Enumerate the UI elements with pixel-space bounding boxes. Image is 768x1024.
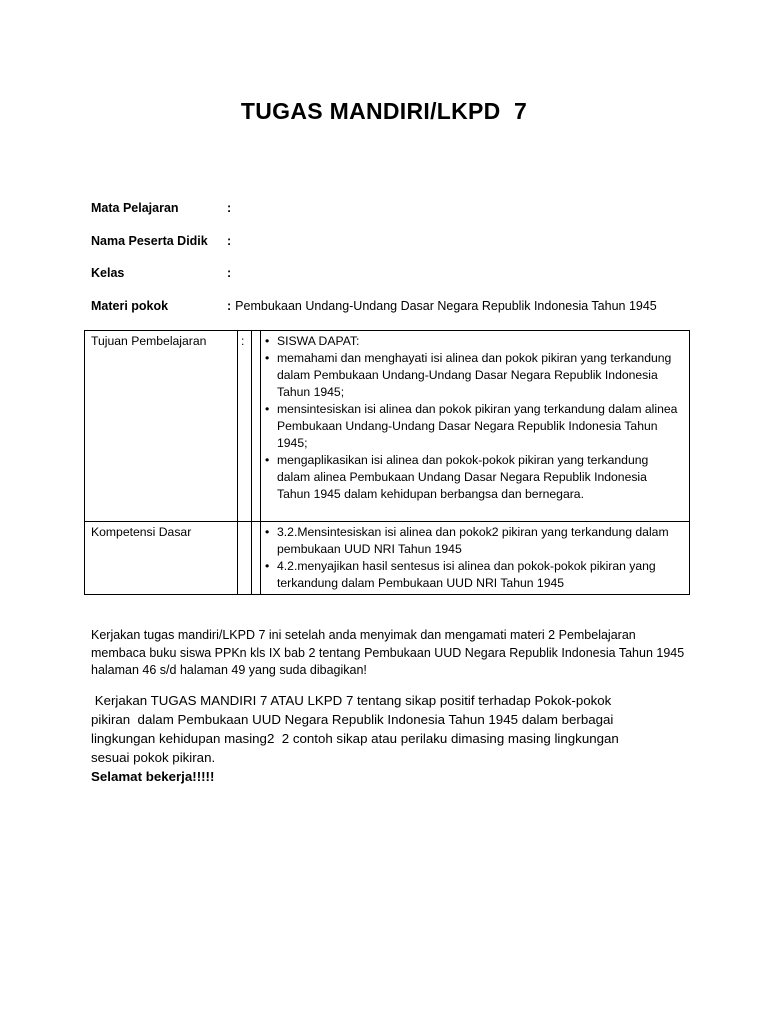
row-label: Kompetensi Dasar: [85, 522, 238, 595]
instruction-paragraph: Kerjakan tugas mandiri/LKPD 7 ini setelah anda menyimak dan mengamati materi 2 Pembelajaran membaca buku siswa PPKn kls IX bab 2 tentang Pembukaan UUD Negara Republik Indonesia Tahun 1945 halaman 46 s/d halaman 49 yang suda dibagikan!: [91, 628, 685, 677]
objectives-table: [84, 330, 690, 595]
info-value: Pembukaan Undang-Undang Dasar Negara Republik Indonesia Tahun 1945: [235, 299, 657, 313]
document-title: TUGAS MANDIRI/LKPD 7: [240, 98, 528, 124]
row-colon: [238, 522, 252, 595]
list-item: • 4.2.menyajikan hasil sentesus isi alinea dan pokok-pokok pikiran yang terkandung dalam Pembukaan UUD NRI Tahun 1945: [265, 558, 683, 592]
info-colon: :: [227, 234, 232, 248]
info-label: Nama Peserta Didik: [91, 234, 208, 248]
row-content: [261, 522, 690, 595]
info-label: Kelas: [91, 266, 125, 280]
table-row-tujuan: [85, 331, 690, 522]
spacer-cell: [252, 331, 261, 522]
row-label: Tujuan Pembelajaran: [85, 331, 238, 522]
table-row-kompetensi: [85, 522, 690, 595]
info-colon: :: [227, 201, 232, 215]
list-item: • mensintesiskan isi alinea dan pokok pikiran yang terkandung dalam alinea Pembukaan Undang-Undang Dasar Negara Republik Indonesia Tahun 1945;: [265, 401, 683, 452]
info-colon: :: [227, 266, 232, 280]
info-colon: : Pembukaan Undang-Undang Dasar Negara Republik Indonesia Tahun 1945: [227, 299, 657, 313]
list-item: • memahami dan menghayati isi alinea dan pokok pikiran yang terkandung dalam Pembukaan Undang-Undang Dasar Negara Republik Indonesia Tahun 1945;: [265, 350, 683, 401]
list-item: • mengaplikasikan isi alinea dan pokok-pokok pikiran yang terkandung dalam alinea Pembukaan Undang Dasar Negara Republik Indonesia Tahun 1945 dalam kehidupan berbangsa dan bernegara.: [265, 452, 683, 503]
bullet-list: [265, 333, 683, 503]
closing-text: Selamat bekerja!!!!!: [91, 769, 215, 784]
list-item: • 3.2.Mensintesiskan isi alinea dan pokok2 pikiran yang terkandung dalam pembukaan UUD NRI Tahun 1945: [265, 524, 683, 558]
row-content: [261, 331, 690, 522]
info-label: Materi pokok: [91, 299, 169, 313]
bullet-list: [265, 524, 683, 592]
task-paragraph: [91, 691, 651, 786]
row-colon: :: [238, 331, 252, 522]
list-item: • SISWA DAPAT:: [265, 333, 683, 350]
info-label: Mata Pelajaran: [91, 201, 179, 215]
task-text: Kerjakan TUGAS MANDIRI 7 ATAU LKPD 7 tentang sikap positif terhadap Pokok-pokok pikiran dalam Pembukaan UUD Negara Republik Indonesia Tahun 1945 dalam berbagai lingkungan kehidupan masing2 2 contoh sikap atau perilaku dimasing masing lingkungan sesuai pokok pikiran.: [91, 693, 623, 765]
spacer-cell: [252, 522, 261, 595]
